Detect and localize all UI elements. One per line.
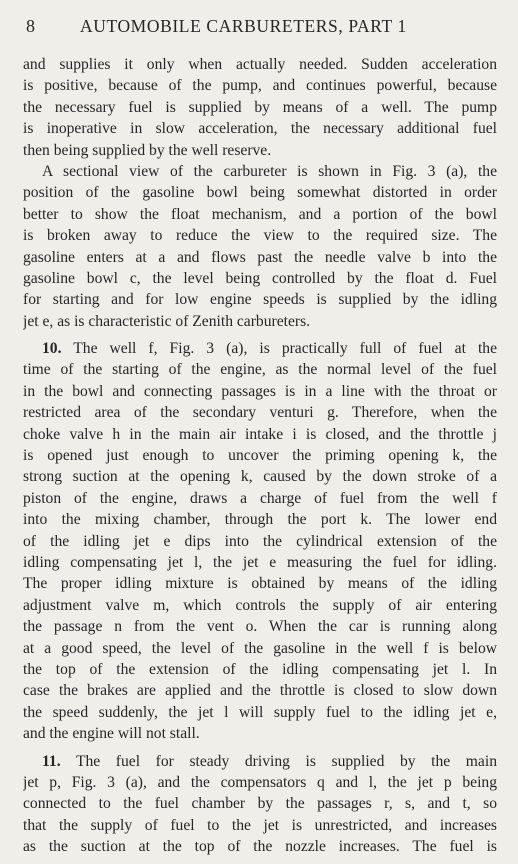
page-header	[22, 12, 500, 40]
text-line: is inoperative in slow acceleration, the necessary additional fuel	[23, 120, 497, 138]
text-line: is positive, because of the pump, and continues powerful, because	[23, 77, 497, 95]
text-line-content: The fuel for steady driving is supplied by the main	[75, 752, 497, 770]
text-line: of the idling jet e dips into the cylindrical extension of the	[23, 532, 497, 550]
text-line: time of the starting of the engine, as the normal level of the fuel	[23, 361, 497, 379]
text-line: piston of the engine, draws a charge of fuel from the well f	[23, 489, 497, 507]
text-line: strong suction at the opening k, caused by the down stroke of a	[23, 468, 497, 486]
text-line	[23, 338, 497, 359]
text-line: gasoline enters at a and flows past the needle valve b into the	[23, 248, 497, 266]
numbered-paragraph	[23, 751, 497, 858]
text-line: idling compensating jet l, the jet e measuring the fuel for idling.	[23, 553, 497, 571]
text-line: restricted area of the secondary venturi g. Therefore, when the	[23, 404, 497, 422]
text-line: as the suction at the top of the nozzle increases. The fuel is	[23, 838, 497, 856]
text-line: for starting and for low engine speeds is supplied by the idling	[23, 291, 497, 309]
numbered-paragraph	[23, 338, 497, 744]
text-line: is broken away to reduce the view to the required size. The	[23, 227, 497, 245]
text-line: is opened just enough to uncover the priming opening k, the	[23, 447, 497, 465]
text-line: A sectional view of the carbureter is shown in Fig. 3 (a), the	[42, 162, 497, 180]
text-line: jet e, as is characteristic of Zenith carbureters.	[23, 312, 311, 330]
text-line: the necessary fuel is supplied by means of a well. The pump	[23, 98, 497, 116]
paragraph	[23, 161, 497, 332]
paragraph	[23, 54, 497, 161]
text-line: the speed suddenly, the jet l will supply fuel to the idling jet e,	[23, 703, 497, 721]
text-line: adjustment valve m, which controls the supply of air entering	[23, 596, 497, 614]
text-line: case the brakes are applied and the throttle is closed to slow down	[23, 682, 497, 700]
text-line: gasoline bowl c, the level being controlled by the float d. Fuel	[23, 269, 497, 287]
text-line: then being supplied by the well reserve.	[23, 141, 272, 159]
text-line-content: The well f, Fig. 3 (a), is practically full of fuel at the	[73, 340, 497, 358]
text-line: jet p, Fig. 3 (a), and the compensators q and l, the jet p being	[23, 773, 497, 791]
text-line	[23, 751, 497, 772]
text-line: in the bowl and connecting passages is in a line with the throat or	[23, 382, 497, 400]
text-line: better to show the float mechanism, and a portion of the bowl	[23, 205, 497, 223]
paragraph-number: 10.	[42, 340, 62, 358]
paragraph-number: 11.	[42, 752, 61, 770]
text-line: and the engine will not stall.	[23, 725, 200, 743]
text-line: that the supply of fuel to the jet is unrestricted, and increases	[23, 816, 497, 834]
running-title: AUTOMOBILE CARBURETERS, PART 1	[80, 16, 407, 36]
text-line: position of the gasoline bowl being somewhat distorted in order	[23, 184, 497, 202]
body-text	[23, 54, 497, 857]
text-line: The proper idling mixture is obtained by means of the idling	[23, 575, 497, 593]
text-line: and supplies it only when actually needed. Sudden acceleration	[23, 56, 497, 73]
text-line: choke valve h in the main air intake i is closed, and the throttle j	[23, 425, 497, 443]
text-line: connected to the fuel chamber by the passages r, s, and t, so	[23, 795, 497, 813]
text-line: the passage n from the vent o. When the car is running along	[23, 618, 497, 636]
page-number: 8	[26, 16, 35, 36]
text-line: into the mixing chamber, through the port k. The lower end	[23, 511, 497, 529]
text-line: the top of the extension of the idling compensating jet l. In	[23, 660, 497, 678]
text-line: at a good speed, the level of the gasoline in the well f is below	[23, 639, 497, 657]
